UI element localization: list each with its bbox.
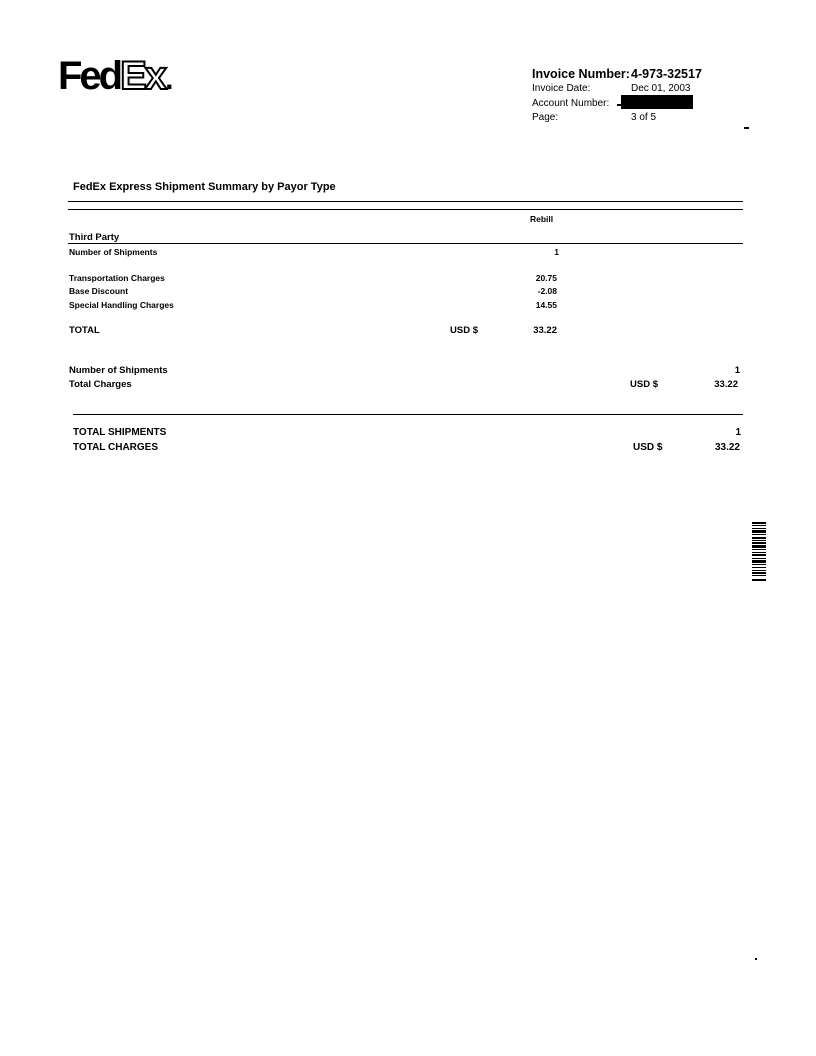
charge-value-special-handling: 14.55 bbox=[535, 300, 557, 310]
payor-type-label: Third Party bbox=[69, 232, 120, 243]
corner-mark bbox=[744, 127, 749, 129]
logo-dot: . bbox=[165, 63, 174, 96]
charge-value-base-discount: -2.08 bbox=[537, 286, 557, 296]
subtotal-charges-value: 33.22 bbox=[714, 379, 738, 390]
total-value: 33.22 bbox=[533, 325, 557, 336]
logo-ex: Ex bbox=[120, 54, 166, 98]
logo-fed: Fed bbox=[58, 54, 121, 98]
total-currency: USD $ bbox=[450, 325, 478, 336]
charge-label-special-handling: Special Handling Charges bbox=[69, 300, 174, 310]
total-charges-currency: USD $ bbox=[633, 442, 663, 453]
subtotal-charges-label: Total Charges bbox=[69, 379, 132, 390]
num-shipments-value: 1 bbox=[554, 247, 559, 257]
total-charges-label: TOTAL CHARGES bbox=[73, 442, 159, 453]
subtotal-shipments-label: Number of Shipments bbox=[69, 365, 168, 376]
total-charges-value: 33.22 bbox=[714, 442, 740, 453]
subtotal-currency: USD $ bbox=[630, 379, 658, 390]
total-shipments-label: TOTAL SHIPMENTS bbox=[73, 427, 167, 438]
charge-value-transportation: 20.75 bbox=[535, 273, 557, 283]
page-label: Page: bbox=[532, 112, 559, 123]
charge-label-base-discount: Base Discount bbox=[69, 286, 129, 296]
total-label: TOTAL bbox=[69, 325, 100, 336]
fedex-logo bbox=[58, 56, 173, 96]
account-number-redaction bbox=[621, 95, 693, 109]
column-header-rebill: Rebill bbox=[530, 214, 554, 224]
corner-dot bbox=[755, 958, 757, 960]
grand-total-rule bbox=[73, 414, 743, 415]
invoice-number-label: Invoice Number: bbox=[532, 67, 630, 81]
section-rule-second bbox=[68, 209, 743, 210]
invoice-date-value: Dec 01, 2003 bbox=[631, 83, 691, 94]
payor-type-rule bbox=[68, 243, 743, 244]
subtotal-shipments-value: 1 bbox=[734, 365, 740, 376]
section-title: FedEx Express Shipment Summary by Payor Type bbox=[73, 181, 336, 193]
barcode bbox=[752, 522, 766, 622]
charge-label-transportation: Transportation Charges bbox=[69, 273, 165, 283]
section-rule-top bbox=[68, 201, 743, 202]
invoice-date-label: Invoice Date: bbox=[532, 83, 591, 94]
num-shipments-label: Number of Shipments bbox=[69, 247, 158, 257]
page-value: 3 of 5 bbox=[631, 112, 657, 123]
invoice-number-value: 4-973-32517 bbox=[631, 67, 702, 81]
account-number-label: Account Number: bbox=[532, 98, 610, 109]
total-shipments-value: 1 bbox=[735, 427, 741, 438]
